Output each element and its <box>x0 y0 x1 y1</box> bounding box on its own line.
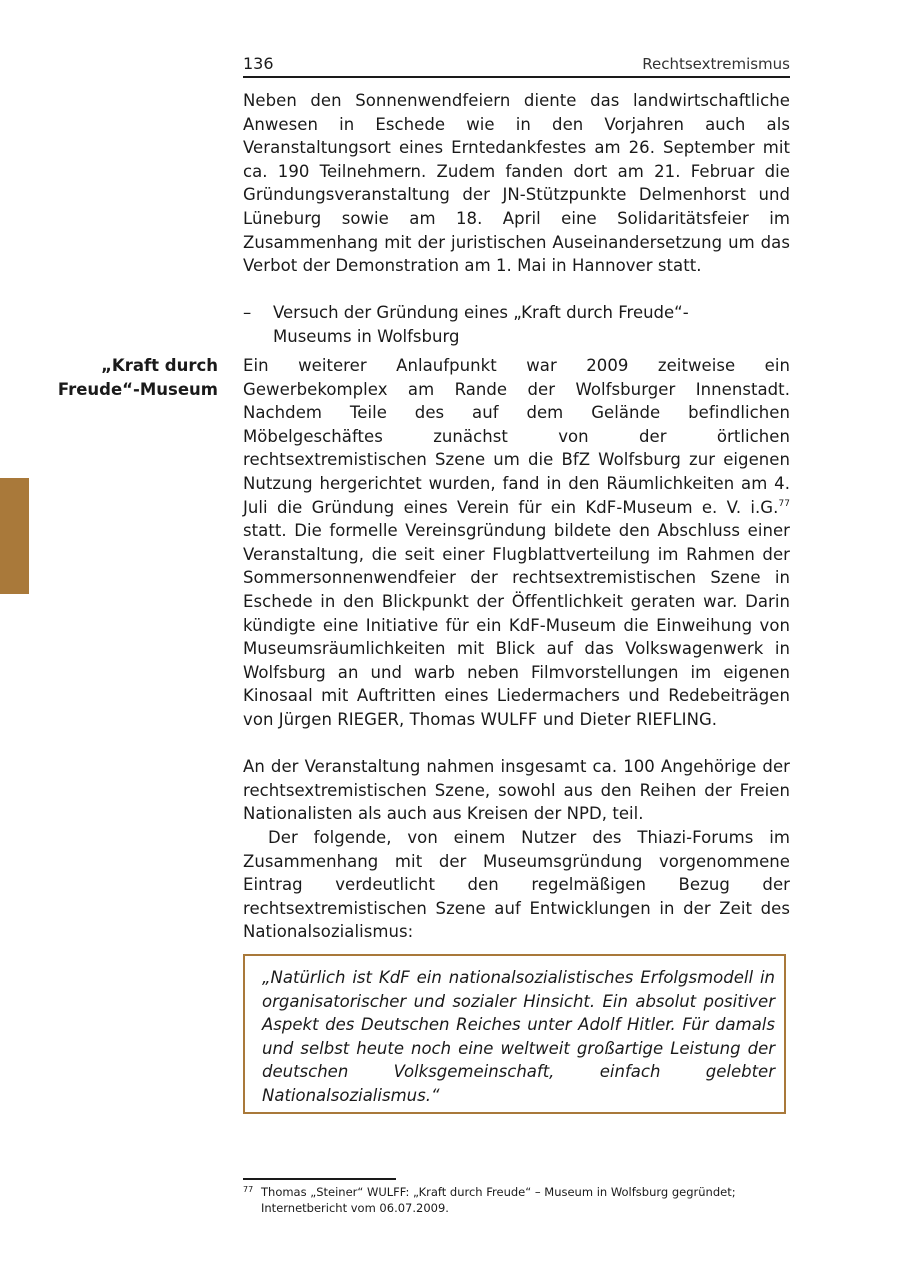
paragraph-eschede-events: Neben den Sonnenwendfeiern diente das landwirtschaftliche Anwesen in Eschede wie in den Vorjahren auch als Veranstaltungsort eines Erntedankfestes am 26. September mit ca. 190 Teilnehmern. Zudem fanden dort am 21. Februar die Gründungsveranstaltung der JN-Stützpunkte Delmenhorst und Lüneburg sowie am 18. April eine Solidaritätsfeier im Zusammenhang mit der juristischen Auseinandersetzung um das Verbot der Demonstration am 1. Mai in Hannover statt. <box>243 91 790 276</box>
paragraph-kdf-part1: Ein weiterer Anlaufpunkt war 2009 zeitweise ein Gewerbekomplex am Rande der Wolfsburger Innenstadt. Nachdem Teile des auf dem Gelände befindlichen Möbelgeschäftes zunächst von der örtlichen rechtsextremistischen Szene um die BfZ Wolfsburg zur eigenen Nutzung hergerichtet wurden, fand in den Räumlichkeiten am 4. Juli die Gründung eines Verein für ein KdF-Museum e. V. i.G. <box>243 356 790 517</box>
paragraph-forum-entry: Der folgende, von einem Nutzer des Thiazi-Forums im Zusammenhang mit der Museumsgründung vorgenommene Eintrag verdeutlicht den regelmäßigen Bezug der rechtsextremistischen Szene auf Entwicklungen in der Zeit des Nationalsozialismus: <box>243 828 790 942</box>
quote-box <box>243 954 786 1114</box>
running-title: Rechtsextremismus <box>642 55 790 73</box>
chapter-tab-marker <box>0 478 29 594</box>
footnote <box>243 1184 790 1216</box>
margin-note <box>18 354 218 401</box>
paragraph-attendance: An der Veranstaltung nahmen insgesamt ca. 100 Angehörige der rechtsextremistischen Szene, sowohl aus den Reihen der Freien Nationalisten als auch aus Kreisen der NPD, teil. <box>243 757 790 824</box>
footnote-text: Thomas „Steiner“ WULFF: „Kraft durch Freude“ – Museum in Wolfsburg gegründet; Internetbericht vom 06.07.2009. <box>261 1185 736 1215</box>
footnote-reference: 77 <box>778 498 790 509</box>
page-number: 136 <box>243 54 274 73</box>
forum-quote: „Natürlich ist KdF ein nationalsozialistisches Erfolgsmodell in organisatorischer und sozialer Hinsicht. Ein absolut positiver Aspekt des Deutschen Reiches unter Adolf Hitler. Für damals und selbst heute noch eine weltweit großartige Leistung der deutschen Volksgemeinschaft, einfach gelebter Nationalsozialismus.“ <box>262 968 775 1105</box>
page-header <box>243 52 790 78</box>
paragraph-kdf-part2: statt. Die formelle Vereinsgründung bildete den Abschluss einer Veranstaltung, die seit einer Flugblattverteilung im Rahmen der Sommersonnenwendfeier der rechtsextremistischen Szene in Eschede in den Blickpunkt der Öffentlichkeit geraten war. Darin kündigte eine Initiative für ein KdF-Museum die Einweihung von Museumsräumlichkeiten mit Blick auf das Volkswagenwerk in Wolfsburg an und warb neben Filmvorstellungen im eigenen Kinosaal mit Auftritten eines Liedermachers und Redebeiträgen von Jürgen RIEGER, Thomas WULFF und Dieter RIEFLING. <box>243 521 790 729</box>
margin-note-line1: „Kraft durch <box>101 356 218 375</box>
footnote-number: 77 <box>243 1185 254 1194</box>
section-heading <box>243 301 790 348</box>
section-heading-text: Versuch der Gründung eines „Kraft durch Freude“-Museums in Wolfsburg <box>273 303 689 346</box>
margin-note-line2: Freude“-Museum <box>57 379 218 399</box>
footnote-divider <box>243 1178 396 1180</box>
section-dash: – <box>243 303 252 322</box>
paragraph-kdf-museum <box>243 354 790 732</box>
